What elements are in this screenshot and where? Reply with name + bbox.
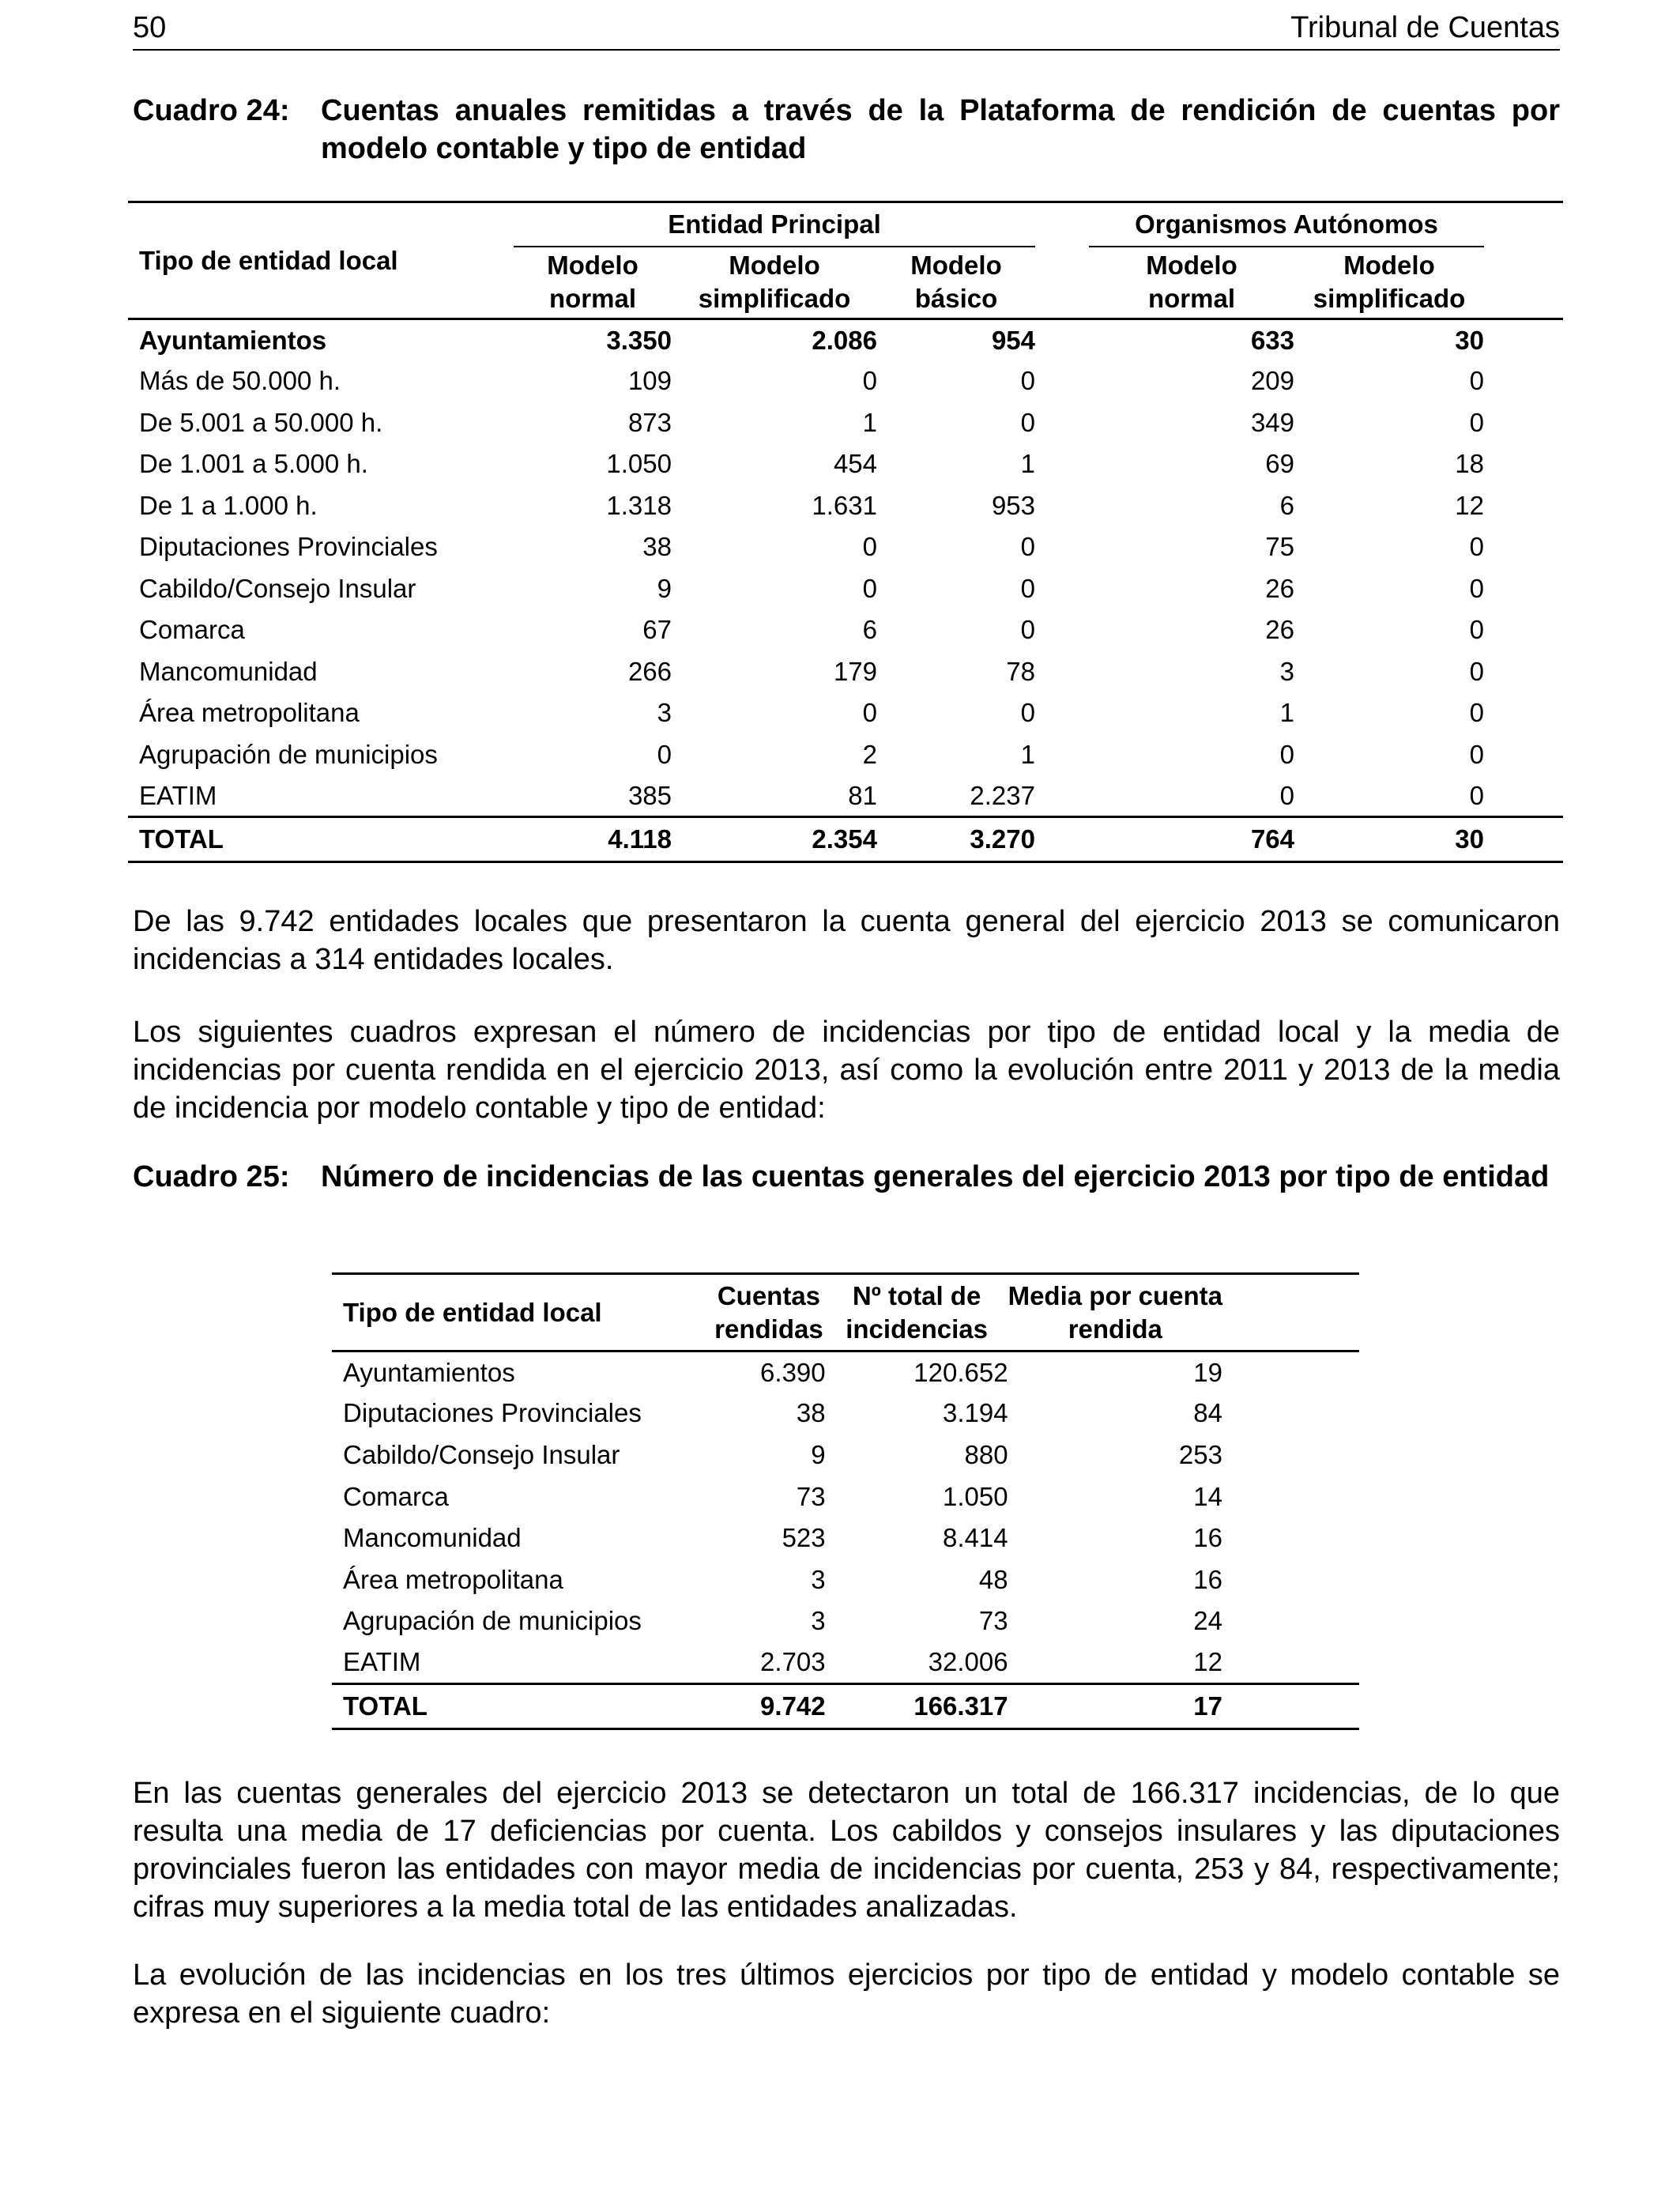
col-header-tipo-entidad: Tipo de entidad local (128, 202, 514, 319)
table-cell: 454 (833, 449, 877, 479)
table-cell: 0 (1469, 615, 1484, 645)
table-cell: 0 (1020, 366, 1035, 396)
table-cell: 38 (642, 532, 672, 562)
paragraph-3: En las cuentas generales del ejercicio 2013 se detectaron un total de 166.317 incidencias, de lo que resulta una media de 17 deficiencias por cuenta. Los cabildos y consejos insulares y las diputaciones provinciales fueron las entidades con mayor media de incidencias por cuenta, 253 y 84, respectivamente; cifras muy superiores a la media total de las entidades analizadas. (133, 1777, 1560, 1924)
table-cell: 3 (811, 1606, 826, 1636)
table-row (128, 568, 1563, 610)
table-cell: 3 (811, 1564, 826, 1594)
table-cell: 0 (1279, 739, 1294, 769)
table-cell: 953 (991, 490, 1035, 520)
table-row (128, 609, 1563, 651)
table-cell: 12 (1193, 1647, 1222, 1677)
row-label: Agrupación de municipios (139, 739, 438, 769)
table-row (128, 651, 1563, 693)
table-cell: 6.390 (760, 1357, 826, 1387)
table-cell: 30 (1294, 817, 1484, 862)
table-cell: 880 (964, 1439, 1008, 1469)
cuadro-24-label: Cuadro 24: (133, 94, 290, 127)
header-line: Media por cuenta (1008, 1280, 1222, 1310)
table-cell: 385 (627, 780, 672, 810)
sub-header-line: simplificado (1313, 284, 1466, 314)
table-cell: 2.703 (760, 1647, 826, 1677)
table-cell: 24 (1193, 1606, 1222, 1636)
row-label: Más de 50.000 h. (139, 366, 341, 396)
table-cell: 16 (1193, 1523, 1222, 1553)
header-line: rendida (1068, 1314, 1162, 1344)
table-cell: 3.270 (877, 817, 1035, 862)
table-row (332, 1517, 1359, 1559)
table-cell: 3 (1279, 656, 1294, 686)
row-label: Ayuntamientos (139, 325, 327, 355)
table-row (128, 319, 1563, 361)
table-cell: 633 (1250, 325, 1294, 355)
table-cell: 73 (978, 1606, 1008, 1636)
table-cell: 8.414 (943, 1523, 1008, 1553)
cuadro-25-caption (133, 1158, 1560, 1237)
table-cell: 17 (1008, 1683, 1222, 1728)
table-cell: 523 (782, 1523, 826, 1553)
table-cell: 0 (657, 739, 672, 769)
table-row (332, 1476, 1359, 1517)
col-header-media (1008, 1274, 1222, 1351)
table-cell: 12 (1455, 490, 1484, 520)
table-cell: 48 (978, 1564, 1008, 1594)
col-header-cuentas-rendidas (712, 1274, 825, 1351)
row-label: Agrupación de municipios (343, 1606, 642, 1636)
table-cell: 3.194 (943, 1398, 1008, 1428)
table-cell: 0 (1020, 573, 1035, 603)
total-row (128, 817, 1563, 862)
table-cell: 0 (1469, 739, 1484, 769)
table-cell: 0 (1469, 656, 1484, 686)
table-cell: 6 (862, 615, 877, 645)
table-cell: 6 (1279, 490, 1294, 520)
table-cell: 0 (1279, 780, 1294, 810)
table-cell: 38 (796, 1398, 826, 1428)
row-label: Ayuntamientos (343, 1357, 515, 1387)
table-cell: 26 (1265, 573, 1294, 603)
table-cell: 16 (1193, 1564, 1222, 1594)
sub-header-line: Modelo (1146, 251, 1237, 281)
row-label: Cabildo/Consejo Insular (139, 573, 416, 603)
table-cell: 3 (657, 698, 672, 728)
row-label: Comarca (343, 1481, 449, 1511)
table-cell: 75 (1265, 532, 1294, 562)
table-cell: 0 (1469, 532, 1484, 562)
cuadro-24-title: Cuentas anuales remitidas a través de la Plataforma de rendición de cuentas por modelo contable y tipo de entidad (321, 94, 1560, 165)
table-cell: 0 (1469, 407, 1484, 437)
total-row (332, 1683, 1359, 1728)
table-cell: 73 (796, 1481, 826, 1511)
table-row (128, 734, 1563, 776)
table-cell: 69 (1265, 449, 1294, 479)
sub-header-line: simplificado (698, 284, 851, 314)
row-label: Cabildo/Consejo Insular (343, 1439, 620, 1469)
row-label: Diputaciones Provinciales (139, 532, 438, 562)
table-cell: 873 (627, 407, 672, 437)
paragraph-4: La evolución de las incidencias en los tres últimos ejercicios por tipo de entidad y modelo contable se expresa en el siguiente cuadro: (133, 1958, 1560, 2030)
table-cell: 1 (1020, 449, 1035, 479)
row-label: Mancomunidad (343, 1523, 522, 1553)
row-label: Diputaciones Provinciales (343, 1398, 642, 1428)
table-cell: 0 (862, 366, 877, 396)
table-cell: 0 (862, 698, 877, 728)
table-cell: 2.086 (812, 325, 877, 355)
sub-header-line: Modelo (729, 251, 820, 281)
table-cell: 764 (1089, 817, 1294, 862)
sub-header-line: básico (914, 284, 998, 314)
table-cell: 266 (627, 656, 672, 686)
header-line: Cuentas (717, 1280, 821, 1310)
table-cell: 4.118 (514, 817, 672, 862)
table-cell: 26 (1265, 615, 1294, 645)
row-label: De 5.001 a 50.000 h. (139, 407, 383, 437)
table-cell: 30 (1455, 325, 1484, 355)
table-cell: 3.350 (606, 325, 672, 355)
table-cell: 9.742 (712, 1683, 825, 1728)
table-cell: 9 (811, 1439, 826, 1469)
table-row (128, 775, 1563, 817)
table-cell: 0 (862, 532, 877, 562)
table-row (128, 526, 1563, 568)
table-cell: 120.652 (913, 1357, 1008, 1387)
group-header-organismos-autonomos: Organismos Autónomos (1089, 202, 1484, 247)
row-label: De 1.001 a 5.000 h. (139, 449, 368, 479)
table-cell: 179 (833, 656, 877, 686)
table-cell: 2.354 (672, 817, 877, 862)
table-row (332, 1559, 1359, 1600)
row-label: TOTAL (128, 817, 514, 862)
sub-header-line: normal (1147, 284, 1236, 314)
table-cell: 0 (1469, 780, 1484, 810)
sub-header-line: Modelo (1343, 251, 1435, 281)
table-cell: 1 (1279, 698, 1294, 728)
table-cell: 81 (848, 780, 877, 810)
table-row (128, 485, 1563, 527)
header-line: incidencias (846, 1314, 988, 1344)
table-cell: 67 (642, 615, 672, 645)
table-cell: 78 (1006, 656, 1035, 686)
table-cell: 0 (1020, 615, 1035, 645)
table-row (128, 692, 1563, 734)
sub-header-2 (877, 247, 1035, 319)
table-cell: 1.318 (606, 490, 672, 520)
sub-header-line: Modelo (547, 251, 638, 281)
row-label: EATIM (343, 1647, 421, 1677)
table-cell: 0 (1020, 407, 1035, 437)
table-cell: 0 (1469, 698, 1484, 728)
page-number: 50 (133, 11, 167, 44)
table-cell: 84 (1193, 1398, 1222, 1428)
table-row (128, 402, 1563, 444)
table-row (332, 1393, 1359, 1434)
table-cell: 1.050 (943, 1481, 1008, 1511)
row-label: Área metropolitana (343, 1564, 563, 1594)
sub-header-0 (514, 247, 672, 319)
table-cell: 1.050 (606, 449, 672, 479)
table-cell: 349 (1250, 407, 1294, 437)
table-row (128, 360, 1563, 402)
table-row (332, 1351, 1359, 1393)
row-label: EATIM (139, 780, 217, 810)
row-label: TOTAL (332, 1683, 712, 1728)
table-row (332, 1434, 1359, 1476)
sub-header-1 (672, 247, 877, 319)
sub-header-4 (1294, 247, 1484, 319)
table-cell: 0 (1469, 366, 1484, 396)
row-label: Área metropolitana (139, 698, 360, 728)
table-row (332, 1642, 1359, 1684)
row-label: De 1 a 1.000 h. (139, 490, 318, 520)
table-cell: 9 (657, 573, 672, 603)
header-line: Nº total de (852, 1280, 981, 1310)
table-cell: 19 (1193, 1357, 1222, 1387)
table-cell: 1 (862, 407, 877, 437)
table-cell: 2.237 (970, 780, 1035, 810)
table-cell: 32.006 (928, 1647, 1008, 1677)
col-header-tipo-entidad (332, 1274, 712, 1351)
header-line: Tipo de entidad local (343, 1297, 602, 1327)
sub-header-line: normal (548, 284, 637, 314)
table-cell: 166.317 (826, 1683, 1008, 1728)
table-cell: 253 (1178, 1439, 1222, 1469)
cuadro-24-table (128, 201, 1563, 863)
header-line: rendidas (714, 1314, 823, 1344)
page-header (133, 8, 1560, 51)
table-cell: 14 (1193, 1481, 1222, 1511)
table-cell: 0 (1469, 573, 1484, 603)
table-cell: 209 (1250, 366, 1294, 396)
group-header-entidad-principal: Entidad Principal (514, 202, 1035, 247)
paragraph-1: De las 9.742 entidades locales que presentaron la cuenta general del ejercicio 2013 se comunicaron incidencias a 314 entidades locales. (133, 905, 1560, 976)
table-cell: 109 (627, 366, 672, 396)
table-row (128, 443, 1563, 485)
row-label: Mancomunidad (139, 656, 318, 686)
cuadro-25-title: Número de incidencias de las cuentas generales del ejercicio 2013 por tipo de entidad (321, 1160, 1550, 1193)
table-cell: 18 (1455, 449, 1484, 479)
sub-header-3 (1089, 247, 1294, 319)
table-cell: 0 (1020, 698, 1035, 728)
table-cell: 1 (1020, 739, 1035, 769)
cuadro-25-label: Cuadro 25: (133, 1160, 290, 1193)
table-cell: 954 (991, 325, 1035, 355)
sub-header-line: Modelo (910, 251, 1002, 281)
cuadro-24-caption (133, 92, 1560, 171)
paragraph-2: Los siguientes cuadros expresan el número de incidencias por tipo de entidad local y la media de incidencias por cuenta rendida en el ejercicio 2013, así como la evolución entre 2011 y 2013 de la media de incidencia por modelo contable y tipo de entidad: (133, 1016, 1560, 1125)
col-header-total-incidencias (826, 1274, 1008, 1351)
header-organization: Tribunal de Cuentas (1290, 11, 1560, 44)
row-label: Comarca (139, 615, 245, 645)
cuadro-25-table (332, 1272, 1359, 1730)
table-cell: 0 (1020, 532, 1035, 562)
table-row (332, 1600, 1359, 1642)
table-cell: 1.631 (812, 490, 877, 520)
table-cell: 0 (862, 573, 877, 603)
table-cell: 2 (862, 739, 877, 769)
